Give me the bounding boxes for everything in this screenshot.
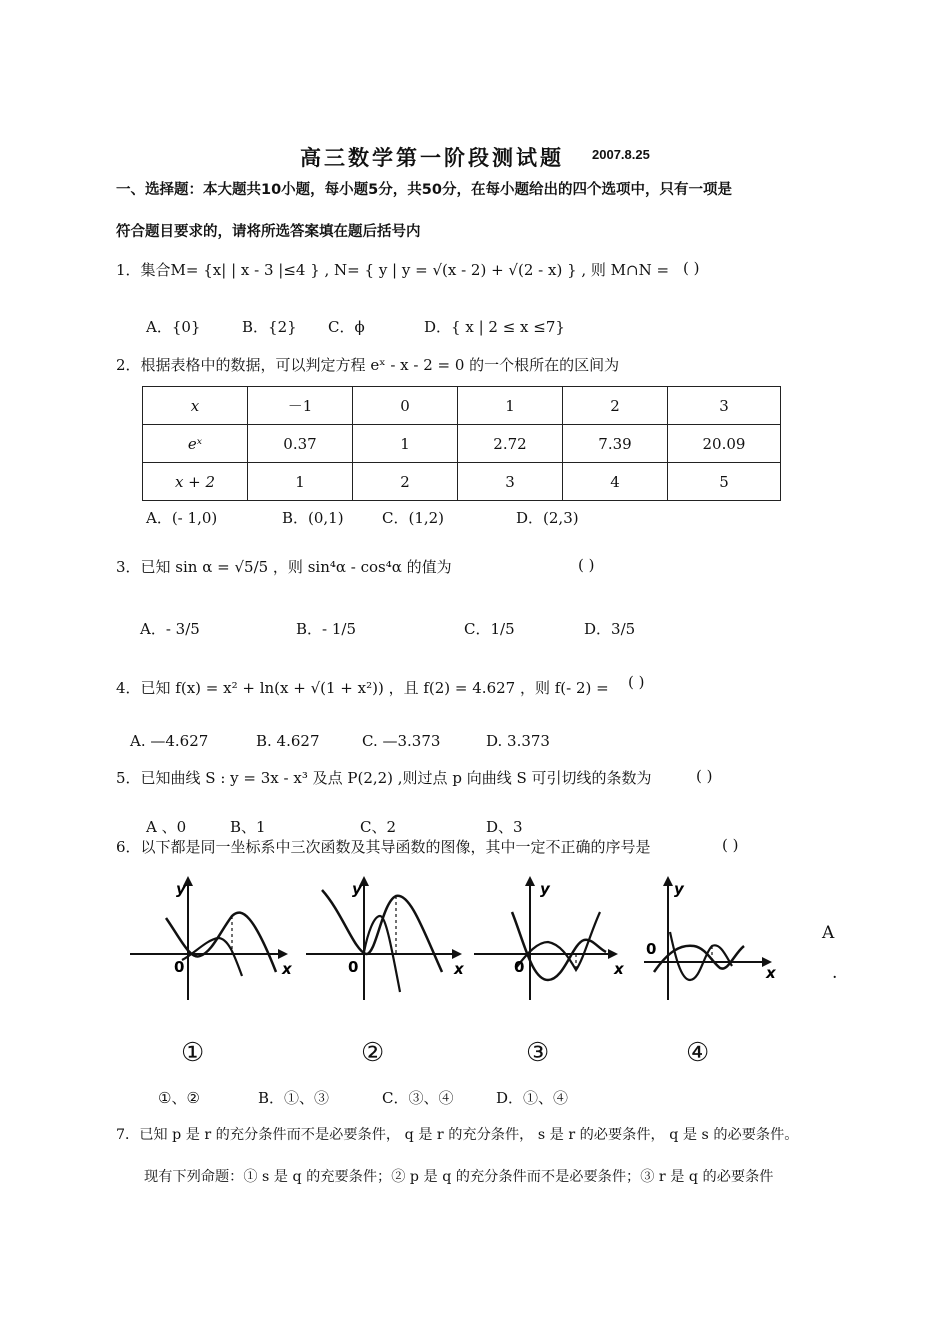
y-axis-label: y <box>540 880 550 898</box>
question-3-option-b: B．- 1/5 <box>296 620 357 638</box>
side-dot: . <box>832 963 838 983</box>
exam-date: 2007.8.25 <box>592 147 650 162</box>
question-2-option-c: C．(1,2) <box>382 509 445 527</box>
question-6-option-a: ①、② <box>158 1089 200 1107</box>
y-axis-arrow-icon <box>663 876 673 886</box>
question-3-answer-bracket: ( ) <box>578 556 595 574</box>
origin-label: 0 <box>348 958 359 976</box>
table-row <box>143 463 781 501</box>
question-6-text: 6．以下都是同一坐标系中三次函数及其导函数的图像，其中一定不正确的序号是 <box>116 838 651 856</box>
table-cell: eˣ <box>143 425 248 463</box>
graph-1 <box>130 872 290 1002</box>
table-cell: 0.37 <box>248 425 353 463</box>
table-row <box>143 387 781 425</box>
question-2-option-b: B．(0,1) <box>282 509 344 527</box>
question-5-text: 5．已知曲线 S : y = 3x - x³ 及点 P(2,2) ,则过点 p 向曲线 S 可引切线的条数为 <box>116 769 652 787</box>
question-5-option-a: A 、0 <box>146 818 187 836</box>
table-cell: 2 <box>353 463 458 501</box>
derivative-curve <box>670 932 732 980</box>
x-axis-label: x <box>614 960 624 978</box>
graph-4-label: ④ <box>686 1038 710 1068</box>
table-cell: 5 <box>668 463 781 501</box>
question-6-option-b: B．①、③ <box>258 1089 330 1107</box>
table-cell: 3 <box>668 387 781 425</box>
function-curve <box>322 890 442 972</box>
table-cell: 4 <box>563 463 668 501</box>
question-1-answer-bracket: ( ) <box>683 259 700 277</box>
question-2-option-a: A．(- 1,0) <box>146 509 218 527</box>
origin-label: 0 <box>646 940 657 958</box>
question-7-line2: 现有下列命题：① s 是 q 的充要条件；② p 是 q 的充分条件而不是必要条件；③ r 是 q 的必要条件 <box>144 1169 774 1185</box>
graph-3-label: ③ <box>526 1038 550 1068</box>
question-4-option-b: B. 4.627 <box>256 732 320 750</box>
x-axis-arrow-icon <box>452 949 462 959</box>
table-row <box>143 425 781 463</box>
question-1-option-d: D．{ x | 2 ≤ x ≤7} <box>424 318 565 336</box>
origin-label: 0 <box>514 958 525 976</box>
question-5-answer-bracket: ( ) <box>696 767 713 785</box>
table-cell: 7.39 <box>563 425 668 463</box>
table-cell: 0 <box>353 387 458 425</box>
y-axis-label: y <box>176 880 186 898</box>
question-1-text: 1．集合M= {x| | x - 3 |≤4 } , N= { y | y = √(x - 2) + √(2 - x) } , 则 M∩N = <box>116 261 670 279</box>
question-1-option-c: C．ϕ <box>328 318 365 336</box>
table-cell: 1 <box>458 387 563 425</box>
question-2-option-d: D．(2,3) <box>516 509 579 527</box>
table-cell: 2.72 <box>458 425 563 463</box>
graph-2-label: ② <box>361 1038 385 1068</box>
question-4-text: 4．已知 f(x) = x² + ln(x + √(1 + x²)) ，且 f(2) = 4.627 ，则 f(- 2) = <box>116 679 609 697</box>
graph-4 <box>640 872 790 1002</box>
table-cell: x + 2 <box>143 463 248 501</box>
question-4-option-a: A. —4.627 <box>130 732 209 750</box>
question-3-text: 3．已知 sin α = √5/5 ，则 sin⁴α - cos⁴α 的值为 <box>116 558 452 576</box>
section-instructions-line2: 符合题目要求的，请将所选答案填在题后括号内 <box>116 224 421 240</box>
question-6-answer-bracket: ( ) <box>722 836 739 854</box>
graph-1-label: ① <box>181 1038 205 1068</box>
x-axis-arrow-icon <box>608 949 618 959</box>
question-4-option-d: D. 3.373 <box>486 732 550 750</box>
question-6-option-c: C．③、④ <box>382 1089 454 1107</box>
question-7-line1: 7．已知 p 是 r 的充分条件而不是必要条件， q 是 r 的充分条件， s 是 r 的必要条件， q 是 s 的必要条件。 <box>116 1127 799 1143</box>
question-6-option-d: D．①、④ <box>496 1089 569 1107</box>
question-5-option-b: B、1 <box>230 818 266 836</box>
section-instructions-line1: 一、选择题：本大题共10小题，每小题5分，共50分，在每小题给出的四个选项中，只有一项是 <box>116 182 732 198</box>
question-5-option-c: C、2 <box>360 818 397 836</box>
table-cell: 1 <box>248 463 353 501</box>
derivative-curve <box>182 938 242 976</box>
graph-3 <box>472 872 630 1002</box>
question-3-option-a: A．- 3/5 <box>140 620 200 638</box>
question-4-answer-bracket: ( ) <box>628 673 645 691</box>
question-3-option-d: D．3/5 <box>584 620 636 638</box>
question-3-option-c: C．1/5 <box>464 620 515 638</box>
y-axis-label: y <box>352 880 362 898</box>
table-cell: 1 <box>353 425 458 463</box>
side-letter: A <box>822 923 835 943</box>
graph-2 <box>302 872 470 1002</box>
question-1-option-a: A．{0} <box>146 318 201 336</box>
y-axis-arrow-icon <box>525 876 535 886</box>
table-cell: x <box>143 387 248 425</box>
y-axis-label: y <box>674 880 684 898</box>
x-axis-label: x <box>766 964 776 982</box>
x-axis-label: x <box>454 960 464 978</box>
question-1-option-b: B．{2} <box>242 318 297 336</box>
question-5-option-d: D、3 <box>486 818 523 836</box>
question-2-text: 2．根据表格中的数据，可以判定方程 eˣ - x - 2 = 0 的一个根所在的区间为 <box>116 356 620 374</box>
table-cell: 20.09 <box>668 425 781 463</box>
table-cell: 3 <box>458 463 563 501</box>
x-axis-arrow-icon <box>278 949 288 959</box>
x-axis-label: x <box>282 960 292 978</box>
table-cell: 2 <box>563 387 668 425</box>
table-cell: －1 <box>248 387 353 425</box>
question-2-table <box>142 386 781 501</box>
origin-label: 0 <box>174 958 185 976</box>
question-4-option-c: C. —3.373 <box>362 732 441 750</box>
page-title: 高三数学第一阶段测试题 <box>300 146 564 170</box>
